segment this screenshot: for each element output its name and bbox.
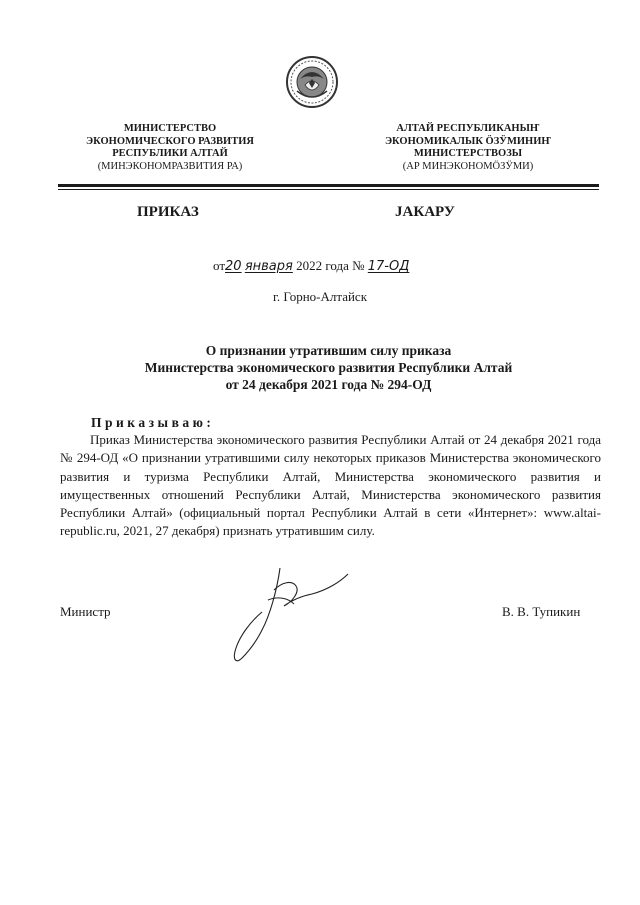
subject-line1: О признании утратившим силу приказа [205,343,452,358]
date-month-handwritten: января [244,259,293,274]
order-body-paragraph [60,431,601,541]
subject-line3: от 24 декабря 2021 года № 294-ОД [225,377,432,392]
header-divider-thick [58,184,599,187]
order-subject [60,342,597,393]
header-left-line2: ЭКОНОМИЧЕСКОГО РАЗВИТИЯ [86,135,254,147]
date-prefix: от [213,258,226,273]
header-right-line3: МИНИСТЕРСТВОЗЫ [413,148,523,159]
header-left-line1: МИНИСТЕРСТВО [123,123,217,134]
header-left-line4: (МИНЭКОНОМРАЗВИТИЯ РА) [97,160,243,172]
header-divider-thin [58,189,599,190]
date-year-and-number-label: 2022 года № [296,258,365,273]
header-left-line3: РЕСПУБЛИКИ АЛТАЙ [112,148,228,159]
header-right-line2: ЭКОНОМИКАЛЫК ÖЗӰМИНИҤ [384,135,552,147]
coat-of-arms-emblem [285,55,339,109]
date-day-handwritten: 20 [225,259,242,274]
signatory-position: Министр [60,604,111,619]
doc-type-title-russian: ПРИКАЗ [137,204,199,220]
order-body-text: Приказ Министерства экономического развития Республики Алтай от 24 декабря 2021 года № 294-ОД «О признании утратившими силу некоторых приказов Министерства экономического развития и туризма Республики Алтай, Министерства экономического развития и имущественных отношений Республики Алтай, Министерства экономического развития Республики Алтай» (официальный портал Республики Алтай в сети «Интернет»: www.altai-republic.ru, 2021, 27 декабря) признать утратившим силу. [60,432,601,539]
order-directive-word: Приказываю: [91,415,215,430]
issuing-city: г. Горно-Алтайск [272,289,368,304]
doc-type-title-altai: JАКАРУ [395,204,455,220]
ministry-header-altai [348,123,588,173]
subject-line2: Министерства экономического развития Республики Алтай [144,360,513,375]
header-right-line1: АЛТАЙ РЕСПУБЛИКАНЫҤ [396,123,540,134]
signatory-name: В. В. Тупикин [502,604,581,619]
header-right-line4: (АР МИНЭКОНОМÖЗӰМИ) [402,160,534,172]
ministry-header-russian [50,123,290,173]
order-number-handwritten: 17-ОД [367,259,410,274]
order-dateline [213,258,409,274]
handwritten-signature [222,560,352,670]
